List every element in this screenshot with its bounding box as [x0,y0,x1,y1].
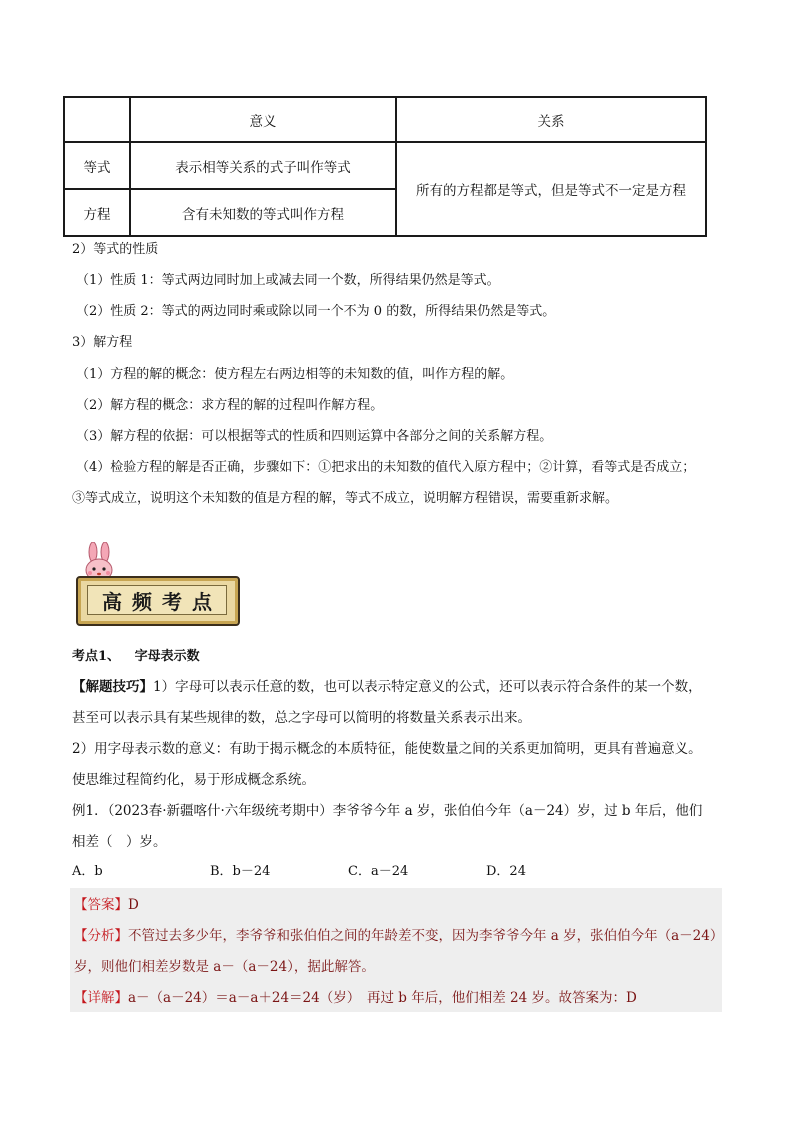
answer-options [72,860,572,884]
answer-label: 【答案】 [74,897,128,913]
tips-line: 使思维过程简约化，易于形成概念系统。 [72,772,315,788]
solve-item: （3）解方程的依据：可以根据等式的性质和四则运算中各部分之间的关系解方程。 [76,429,553,444]
table-cell-term: 等式 [64,142,130,189]
analysis-line [74,921,723,952]
detail-line [74,983,637,1014]
equation-comparison-table [63,96,707,237]
option-a: A．b [72,864,103,879]
tips-line: 甚至可以表示具有某些规律的数，总之字母可以简明的将数量关系表示出来。 [72,710,531,726]
table-header-empty [64,97,130,142]
section-title-solve-equation: 3）解方程 [72,335,133,350]
detail-label: 【详解】 [74,990,128,1006]
property-item: （2）性质 2：等式的两边同时乘或除以同一个不为 0 的数，所得结果仍然是等式。 [76,304,556,319]
table-header-relation: 关系 [396,97,706,142]
solve-item: （2）解方程的概念：求方程的解的过程叫作解方程。 [76,398,384,413]
kaodian-title: 字母表示数 [134,649,200,664]
table-cell-relation: 所有的方程都是等式，但是等式不一定是方程 [396,142,706,236]
table-header-row [64,97,706,142]
badge-inner [87,585,227,615]
answer-line [74,890,139,921]
example-question: 例1．（2023春·新疆喀什·六年级统考期中）李爷爷今年 a 岁，张伯伯今年（a－24）岁，过 b 年后，他们 [72,803,703,819]
option-d: D．24 [486,864,526,879]
table-row [64,142,706,189]
solve-item: ③等式成立，说明这个未知数的值是方程的解，等式不成立，说明解方程错误，需要重新求解。 [72,491,619,506]
section-title-equality-properties: 2）等式的性质 [72,242,159,257]
high-frequency-badge [70,542,242,628]
tips-label: 【解题技巧】 [72,679,153,695]
detail-text: a－（a－24）＝a－a＋24＝24（岁） 再过 b 年后，他们相差 24 岁。故答案为：D [128,990,637,1006]
badge-title: 高频考点 [102,589,222,614]
option-c: C．a－24 [348,864,409,879]
table-header-meaning: 意义 [130,97,396,142]
table-cell-meaning: 含有未知数的等式叫作方程 [130,189,396,236]
tips-line: 2）用字母表示数的意义：有助于揭示概念的本质特征，能使数量之间的关系更加简明，更具有普遍意义。 [72,741,702,757]
kaodian-label: 考点1、 [72,649,121,664]
example-question-cont: 相差（ ）岁。 [72,834,167,850]
table-cell-meaning: 表示相等关系的式子叫作等式 [130,142,396,189]
property-item: （1）性质 1：等式两边同时加上或减去同一个数，所得结果仍然是等式。 [76,273,500,288]
kaodian-heading [72,645,200,664]
table-cell-term: 方程 [64,189,130,236]
analysis-line: 岁，则他们相差岁数是 a－（a－24），据此解答。 [74,959,375,975]
solve-item: （1）方程的解的概念：使方程左右两边相等的未知数的值，叫作方程的解。 [76,367,514,382]
answer-block [70,888,722,1012]
analysis-text: 不管过去多少年，李爷爷和张伯伯之间的年龄差不变，因为李爷爷今年 a 岁，张伯伯今年（a－24） [128,928,724,944]
answer-value: D [128,897,139,913]
option-b: B．b－24 [210,864,271,879]
tips-text: 1）字母可以表示任意的数，也可以表示特定意义的公式，还可以表示符合条件的某一个数， [153,679,702,695]
analysis-label: 【分析】 [74,928,128,944]
tips-line [72,672,732,703]
solve-item: （4）检验方程的解是否正确，步骤如下：①把求出的未知数的值代入原方程中；②计算，看等式是否成立； [76,460,696,475]
badge-frame [76,576,240,626]
